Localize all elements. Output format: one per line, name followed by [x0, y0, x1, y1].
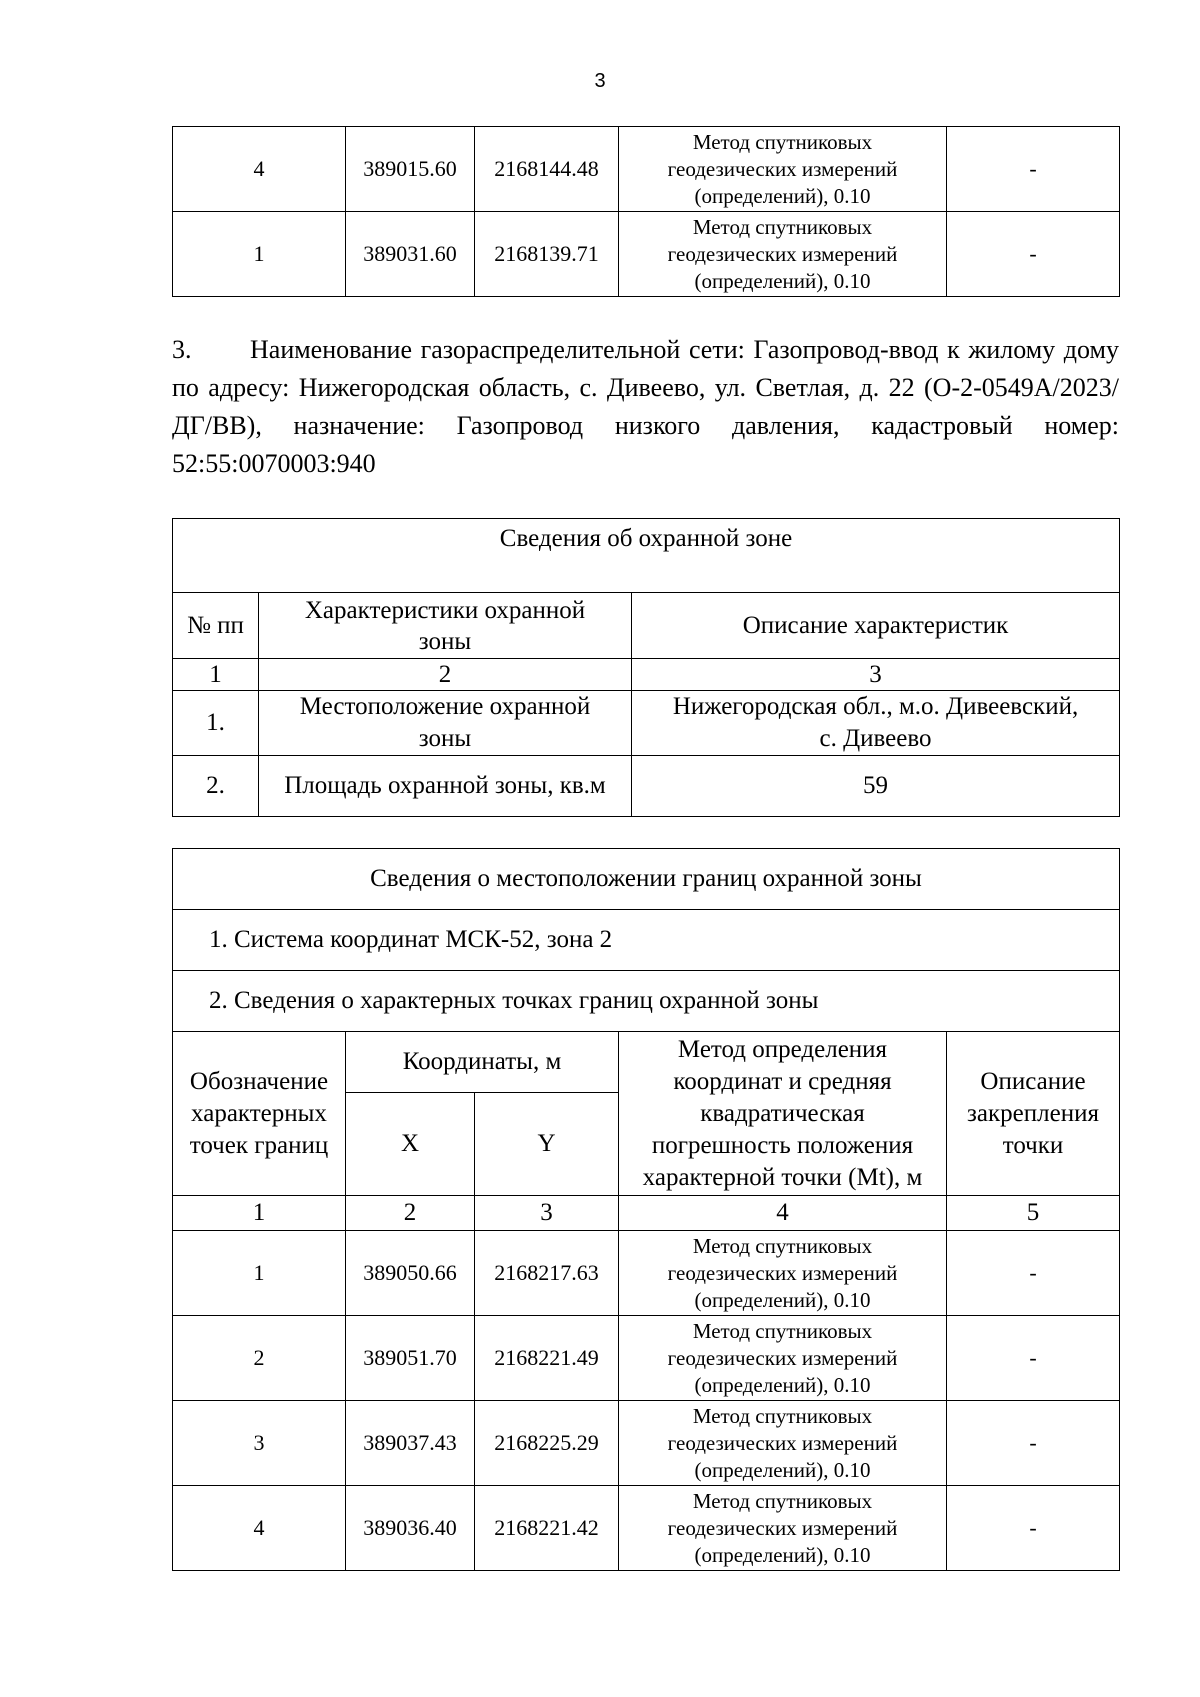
y-cell: 2168221.42	[475, 1486, 619, 1571]
method-cell: Метод спутниковых геодезических измерений (определений), 0.10	[619, 1231, 947, 1316]
table-row	[173, 1316, 1120, 1401]
description-cell: -	[947, 1316, 1120, 1401]
y-cell: 2168221.49	[475, 1316, 619, 1401]
row-name: Местоположение охранной зоны	[259, 691, 632, 756]
y-cell: 2168225.29	[475, 1401, 619, 1486]
col-number: 1	[173, 659, 259, 691]
description-cell: -	[947, 127, 1120, 212]
header-designation: Обозначение характерных точек границ	[173, 1032, 346, 1196]
x-cell: 389015.60	[346, 127, 475, 212]
header-num: № пп	[173, 593, 259, 659]
row-num: 1.	[173, 691, 259, 756]
method-cell: Метод спутниковых геодезических измерений (определений), 0.10	[619, 1316, 947, 1401]
section-number: 3.	[172, 335, 192, 364]
point-cell: 1	[173, 1231, 346, 1316]
table-row	[173, 1401, 1120, 1486]
col-number: 3	[475, 1196, 619, 1231]
section-text: Наименование газораспределительной сети: Газопровод-ввод к жилому дому по адресу: Нижегородская область, с. Дивеево, ул. Светлая, д. 22 (О-2-0549А/2023/ДГ/ВВ), назначение: Газопровод низкого давления, кадастровый номер: 52:55:0070003:940	[172, 335, 1119, 478]
table-row	[173, 212, 1120, 297]
description-cell: -	[947, 212, 1120, 297]
table-row	[173, 1486, 1120, 1571]
header-coordinates: Координаты, м	[346, 1032, 619, 1093]
point-cell: 4	[173, 127, 346, 212]
x-cell: 389031.60	[346, 212, 475, 297]
table-row	[173, 756, 1120, 817]
table-row	[173, 1231, 1120, 1316]
page-number: 3	[594, 70, 606, 92]
x-cell: 389050.66	[346, 1231, 475, 1316]
col-number: 3	[632, 659, 1120, 691]
point-cell: 1	[173, 212, 346, 297]
row-num: 2.	[173, 756, 259, 817]
method-cell: Метод спутниковых геодезических измерений (определений), 0.10	[619, 1486, 947, 1571]
col-number: 2	[259, 659, 632, 691]
header-y: Y	[475, 1093, 619, 1196]
y-cell: 2168139.71	[475, 212, 619, 297]
header-x: X	[346, 1093, 475, 1196]
row-value: 59	[632, 756, 1120, 817]
coordinates-table-continuation	[172, 126, 1120, 297]
points-title: 2. Сведения о характерных точках границ охранной зоны	[173, 971, 1120, 1032]
y-cell: 2168144.48	[475, 127, 619, 212]
x-cell: 389036.40	[346, 1486, 475, 1571]
header-description: Описание характеристик	[632, 593, 1120, 659]
x-cell: 389051.70	[346, 1316, 475, 1401]
point-cell: 3	[173, 1401, 346, 1486]
col-number: 5	[947, 1196, 1120, 1231]
table-row	[173, 127, 1120, 212]
x-cell: 389037.43	[346, 1401, 475, 1486]
table-row	[173, 691, 1120, 756]
table-title: Сведения об охранной зоне	[173, 519, 1120, 593]
point-cell: 2	[173, 1316, 346, 1401]
coordinate-system: 1. Система координат МСК-52, зона 2	[173, 910, 1120, 971]
point-cell: 4	[173, 1486, 346, 1571]
description-cell: -	[947, 1486, 1120, 1571]
col-number: 1	[173, 1196, 346, 1231]
col-number: 2	[346, 1196, 475, 1231]
header-method: Метод определения координат и средняя квадратическая погрешность положения характерной точки (Mt), м	[619, 1032, 947, 1196]
header-characteristic: Характеристики охранной зоны	[259, 593, 632, 659]
row-value: Нижегородская обл., м.о. Дивеевский, с. Дивеево	[632, 691, 1120, 756]
method-cell: Метод спутниковых геодезических измерений (определений), 0.10	[619, 212, 947, 297]
description-cell: -	[947, 1231, 1120, 1316]
col-number: 4	[619, 1196, 947, 1231]
boundary-table	[172, 848, 1120, 1571]
method-cell: Метод спутниковых геодезических измерений (определений), 0.10	[619, 1401, 947, 1486]
protection-zone-table	[172, 518, 1120, 817]
header-fixing: Описание закрепления точки	[947, 1032, 1120, 1196]
row-name: Площадь охранной зоны, кв.м	[259, 756, 632, 817]
table-title: Сведения о местоположении границ охранной зоны	[173, 849, 1120, 910]
section-paragraph	[172, 331, 1119, 483]
y-cell: 2168217.63	[475, 1231, 619, 1316]
description-cell: -	[947, 1401, 1120, 1486]
method-cell: Метод спутниковых геодезических измерений (определений), 0.10	[619, 127, 947, 212]
